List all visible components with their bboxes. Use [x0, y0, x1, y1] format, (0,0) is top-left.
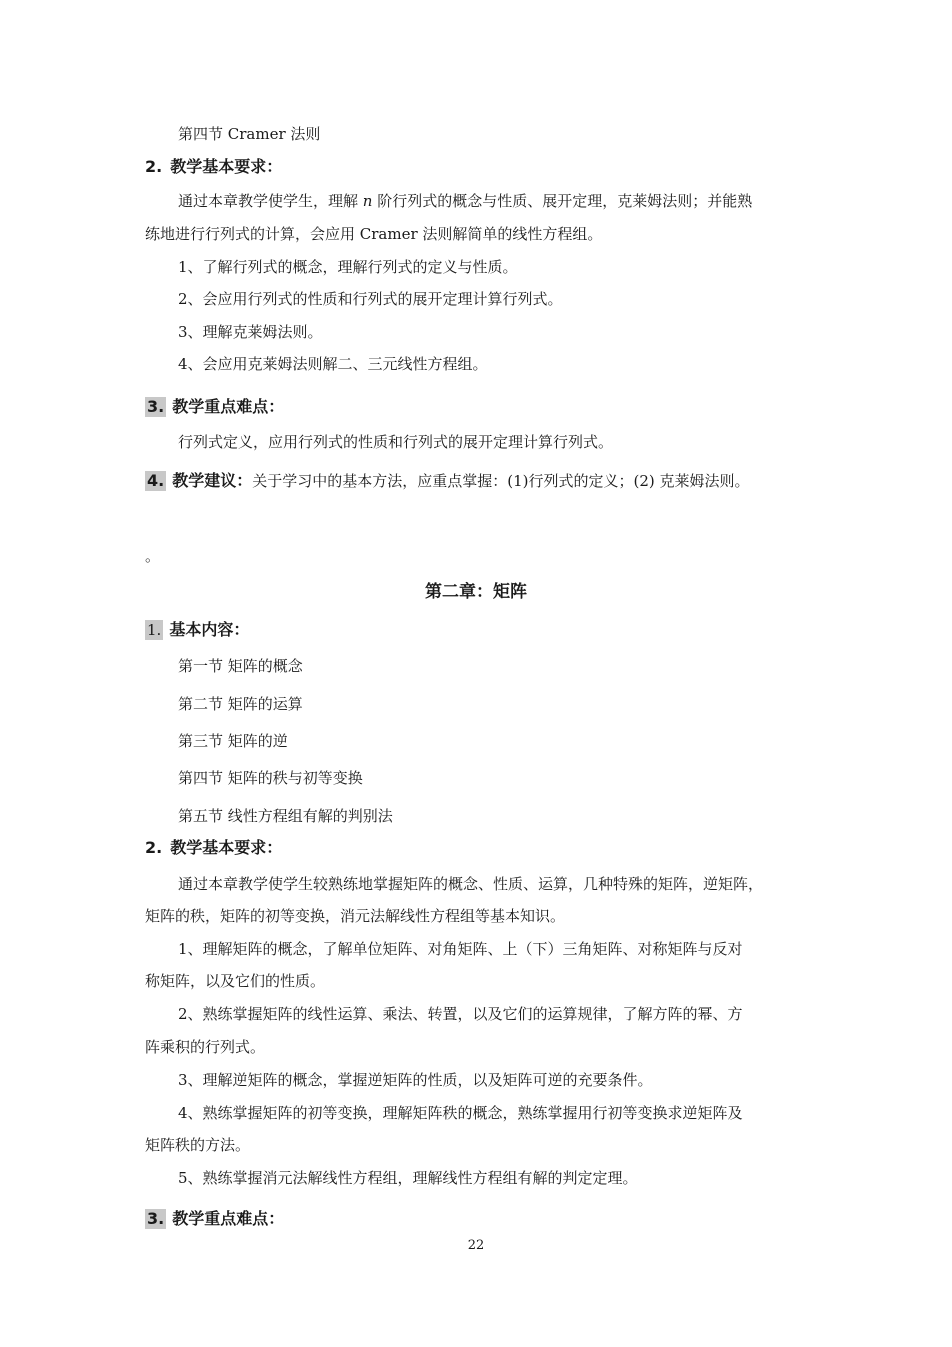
heading-key-points — [145, 1209, 284, 1229]
page-number: 22 — [467, 1238, 485, 1253]
list-item: 4、熟练掌握矩阵的初等变换，理解矩阵秩的概念，熟练掌握用行初等变换求逆矩阵及 — [178, 1104, 743, 1122]
paragraph-line: 通过本章教学使学生较熟练地掌握矩阵的概念、性质、运算，几种特殊的矩阵，逆矩阵， — [178, 875, 764, 893]
heading-label: 基本内容： — [169, 620, 250, 639]
list-item: 4、会应用克莱姆法则解二、三元线性方程组。 — [178, 355, 488, 373]
list-item-continuation: 矩阵秩的方法。 — [145, 1136, 251, 1154]
heading-number: 2. — [145, 157, 163, 176]
heading-label: 教学重点难点： — [172, 1209, 285, 1228]
section-item: 第五节 线性方程组有解的判别法 — [178, 807, 393, 825]
math-n: n — [362, 192, 373, 210]
paragraph-line: 练地进行行列式的计算，会应用 Cramer 法则解简单的线性方程组。 — [145, 225, 603, 243]
heading-number: 2. — [145, 838, 163, 857]
heading-requirements — [145, 838, 282, 858]
section-item: 第二节 矩阵的运算 — [178, 695, 303, 713]
paragraph-line: 矩阵的秩，矩阵的初等变换，消元法解线性方程组等基本知识。 — [145, 907, 566, 925]
list-item: 5、熟练掌握消元法解线性方程组，理解线性方程组有解的判定定理。 — [178, 1169, 638, 1187]
list-item-continuation: 阵乘积的行列式。 — [145, 1038, 266, 1056]
list-item: 1、理解矩阵的概念，了解单位矩阵、对角矩阵、上（下）三角矩阵、对称矩阵与反对 — [178, 940, 743, 958]
heading-number: 3. — [147, 1209, 165, 1228]
section-item: 第一节 矩阵的概念 — [178, 657, 303, 675]
list-item: 3、理解逆矩阵的概念，掌握逆矩阵的性质，以及矩阵可逆的充要条件。 — [178, 1071, 653, 1089]
heading-advice — [145, 471, 750, 491]
list-item: 2、会应用行列式的性质和行列式的展开定理计算行列式。 — [178, 290, 563, 308]
stray-punctuation: 。 — [145, 547, 161, 565]
advice-text: 关于学习中的基本方法，应重点掌握：(1)行列式的定义；(2) 克莱姆法则。 — [252, 472, 750, 490]
chapter-title: 第二章：矩阵 — [425, 582, 527, 602]
paragraph-line — [178, 191, 752, 211]
list-item: 2、熟练掌握矩阵的线性运算、乘法、转置，以及它们的运算规律，了解方阵的幂、方 — [178, 1005, 743, 1023]
heading-label: 教学重点难点： — [172, 397, 285, 416]
list-item: 3、理解克莱姆法则。 — [178, 323, 323, 341]
heading-label: 教学基本要求： — [170, 838, 283, 857]
heading-label: 教学基本要求： — [170, 157, 283, 176]
text-span: 通过本章教学使学生，理解 — [178, 192, 363, 210]
heading-label: 教学建议： — [172, 471, 253, 490]
text-span: 阶行列式的概念与性质、展开定理，克莱姆法则；并能熟 — [372, 192, 753, 210]
paragraph-line: 行列式定义，应用行列式的性质和行列式的展开定理计算行列式。 — [178, 433, 614, 451]
heading-number: 1. — [147, 621, 162, 639]
list-item: 1、了解行列式的概念，理解行列式的定义与性质。 — [178, 258, 518, 276]
heading-requirements — [145, 157, 282, 177]
heading-basic-content — [145, 620, 249, 640]
section-item: 第四节 矩阵的秩与初等变换 — [178, 769, 363, 787]
heading-number: 4. — [147, 471, 165, 490]
list-item-continuation: 称矩阵，以及它们的性质。 — [145, 972, 326, 990]
section-item: 第三节 矩阵的逆 — [178, 732, 288, 750]
heading-number: 3. — [147, 397, 165, 416]
section-item: 第四节 Cramer 法则 — [178, 125, 321, 143]
heading-key-points — [145, 397, 284, 417]
